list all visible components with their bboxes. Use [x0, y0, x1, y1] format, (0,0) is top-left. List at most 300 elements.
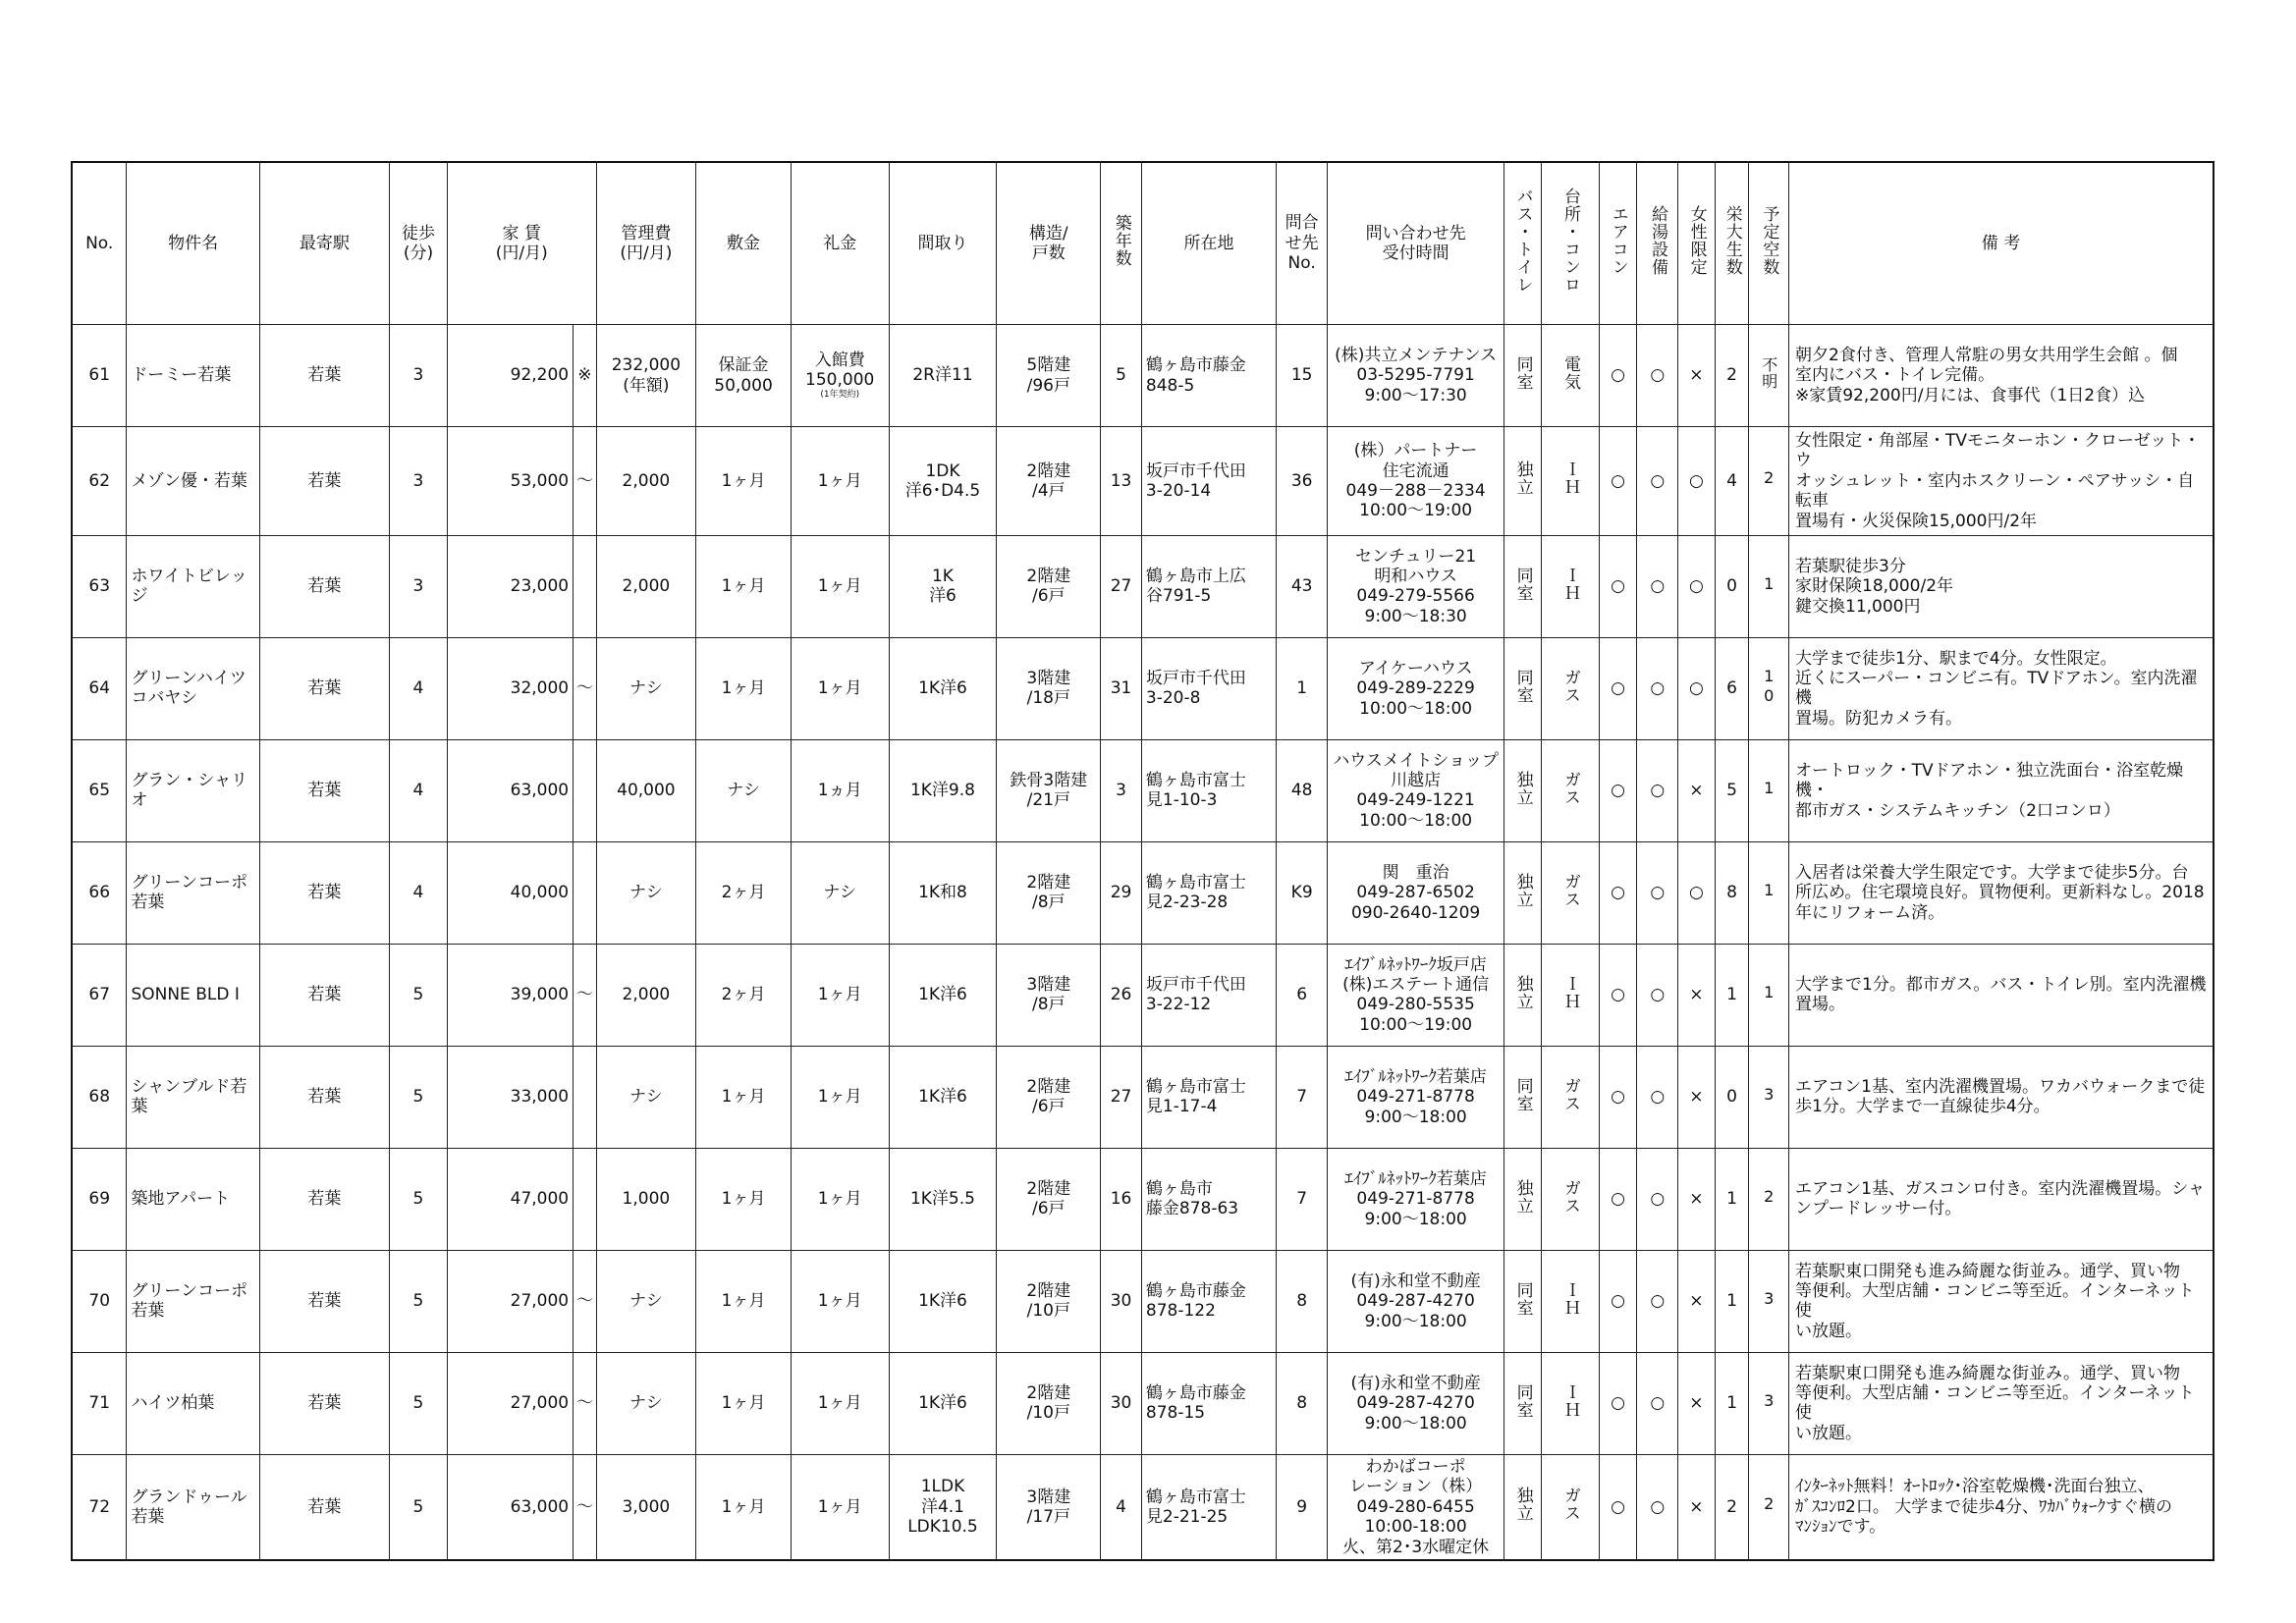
cell-fee: [596, 944, 696, 1046]
header-deposit: 敷金: [696, 162, 792, 325]
layout-line: LDK10.5: [907, 1517, 978, 1538]
cell-vacancy: [1749, 841, 1789, 944]
cell-station: 若葉: [259, 739, 389, 841]
structure-line: 5階建: [1026, 355, 1071, 376]
contact-line: 049-249-1221: [1356, 790, 1475, 811]
header-contact-no-3: No.: [1287, 253, 1316, 274]
deposit-line: 1ヶ月: [721, 1496, 766, 1517]
cell-women: ○: [1678, 637, 1716, 739]
cell-hotwater: ○: [1637, 1352, 1678, 1454]
kitchen-text: ＩＨ: [1559, 566, 1580, 602]
cell-deposit: [696, 739, 792, 841]
structure-line: /6戸: [1032, 1199, 1066, 1219]
cell-key-money: [791, 1454, 889, 1559]
cell-aircon: ○: [1599, 944, 1637, 1046]
cell-students: 1: [1715, 1148, 1749, 1250]
table-body: [72, 325, 2214, 1560]
structure-line: /6戸: [1032, 1097, 1066, 1117]
cell-key-money: [791, 739, 889, 841]
fee-line: 232,000: [611, 355, 682, 376]
cell-address: [1141, 427, 1276, 536]
cell-contact-no: 36: [1277, 427, 1328, 536]
contact-line: (株）パートナー: [1353, 441, 1478, 461]
cell-vacancy: [1749, 535, 1789, 637]
contact-line: 10:00～18:00: [1359, 698, 1473, 719]
cell-deposit: [696, 1046, 792, 1148]
cell-contact: [1328, 637, 1504, 739]
cell-rent-mark: ※: [574, 325, 596, 427]
cell-hotwater: ○: [1637, 1454, 1678, 1559]
header-structure-2: 戸数: [1031, 243, 1066, 263]
layout-line: 洋4.1: [920, 1496, 964, 1517]
cell-contact-no: 43: [1277, 535, 1328, 637]
cell-name: ハイツ柏葉: [127, 1352, 259, 1454]
cell-aircon: ○: [1599, 325, 1637, 427]
cell-bath: [1504, 637, 1542, 739]
cell-walk: 5: [389, 1454, 447, 1559]
cell-bath: [1504, 1148, 1542, 1250]
cell-fee: [596, 1352, 696, 1454]
cell-deposit: [696, 535, 792, 637]
cell-fee: [596, 1454, 696, 1559]
cell-age: 16: [1101, 1148, 1142, 1250]
cell-address: [1141, 637, 1276, 739]
address-line: 848-5: [1145, 375, 1195, 396]
remarks-line: 等便利。大型店舗・コンビニ等至近。インターネット使: [1795, 1383, 2195, 1424]
cell-rent-mark: ～: [574, 1454, 596, 1559]
fee-line: ナシ: [629, 1291, 663, 1312]
deposit-line: 2ヶ月: [721, 985, 766, 1005]
cell-fee: [596, 1046, 696, 1148]
cell-structure: [997, 841, 1101, 944]
contact-line: 049-271-8778: [1356, 1087, 1475, 1108]
kitchen-text: ガス: [1559, 1487, 1580, 1523]
cell-key-money: [791, 944, 889, 1046]
kitchen-text: 電気: [1559, 354, 1580, 391]
remarks-line: 朝夕2食付き、管理人常駐の男女共用学生会館 。個: [1795, 345, 2178, 365]
header-hotwater-text: 給湯設備: [1647, 205, 1667, 277]
cell-age: 3: [1101, 739, 1142, 841]
header-age-text: 築年数: [1111, 214, 1131, 268]
cell-layout: [889, 535, 997, 637]
remarks-line: ｶﾞｽｺﾝﾛ2口。 大学まで徒歩4分、ﾜｶﾊﾞｳｫｰｸすぐ横の: [1795, 1496, 2173, 1517]
structure-line: 3階建: [1026, 1487, 1071, 1507]
cell-walk: 5: [389, 1250, 447, 1352]
contact-line: ｴｲﾌﾞﾙﾈｯﾄﾜｰｸ若葉店: [1344, 1066, 1487, 1087]
cell-rent: 63,000: [447, 1454, 573, 1559]
deposit-line: 1ヶ月: [721, 678, 766, 699]
address-line: 鶴ヶ島市: [1145, 1179, 1213, 1200]
cell-bath: [1504, 535, 1542, 637]
contact-line: 049-287-4270: [1356, 1291, 1475, 1312]
cell-station: 若葉: [259, 1352, 389, 1454]
cell-kitchen: [1541, 325, 1599, 427]
remarks-line: 入居者は栄養大学生限定です。大学まで徒歩5分。台: [1795, 862, 2189, 883]
contact-line: (有)永和堂不動産: [1350, 1373, 1481, 1393]
cell-walk: 3: [389, 325, 447, 427]
cell-vacancy: [1749, 739, 1789, 841]
layout-line: 洋6･D4.5: [904, 480, 981, 501]
cell-aircon: ○: [1599, 739, 1637, 841]
address-line: 鶴ヶ島市藤金: [1145, 355, 1246, 376]
layout-line: 1K洋6: [918, 1087, 967, 1108]
cell-aircon: ○: [1599, 1454, 1637, 1559]
cell-address: [1141, 1250, 1276, 1352]
layout-line: 洋6: [929, 586, 957, 607]
cell-aircon: ○: [1599, 427, 1637, 536]
cell-contact: [1328, 1046, 1504, 1148]
cell-students: 8: [1715, 841, 1749, 944]
cell-address: [1141, 325, 1276, 427]
cell-contact-no: 15: [1277, 325, 1328, 427]
vacancy-text: 10: [1759, 666, 1778, 706]
header-structure: [997, 162, 1101, 325]
fee-line: 3,000: [622, 1496, 671, 1517]
header-address: 所在地: [1141, 162, 1276, 325]
cell-aircon: ○: [1599, 535, 1637, 637]
contact-line: 049-271-8778: [1356, 1189, 1475, 1210]
header-women-text: 女性限定: [1686, 205, 1707, 277]
structure-line: 2階建: [1026, 1281, 1071, 1302]
cell-layout: [889, 1148, 997, 1250]
remarks-line: 家財保険18,000/2年: [1795, 576, 1954, 597]
cell-age: 26: [1101, 944, 1142, 1046]
deposit-line: 1ヶ月: [721, 1393, 766, 1414]
address-line: 谷791-5: [1145, 586, 1212, 607]
remarks-line: 鍵交換11,000円: [1795, 596, 1921, 617]
key_money-line: 入館費: [814, 350, 865, 370]
contact-line: 10:00～18:00: [1359, 810, 1473, 831]
cell-address: [1141, 1046, 1276, 1148]
cell-women: ×: [1678, 1454, 1716, 1559]
layout-line: 1K: [931, 567, 954, 587]
table-row: [72, 1250, 2214, 1352]
structure-line: 2階建: [1026, 567, 1071, 587]
header-walk-2: (分): [403, 243, 434, 263]
cell-station: 若葉: [259, 1148, 389, 1250]
contact-line: 9:00～18:00: [1364, 1413, 1467, 1434]
cell-bath: [1504, 739, 1542, 841]
header-age: [1101, 162, 1142, 325]
cell-rent-mark: ～: [574, 427, 596, 536]
contact-line: 049-287-4270: [1356, 1393, 1475, 1414]
table-row: [72, 841, 2214, 944]
cell-name: SONNE BLD I: [127, 944, 259, 1046]
remarks-line: い放題。: [1795, 1423, 1862, 1443]
cell-kitchen: [1541, 637, 1599, 739]
cell-aircon: ○: [1599, 1250, 1637, 1352]
vacancy-text: 1: [1759, 778, 1778, 798]
deposit-line: 2ヶ月: [721, 883, 766, 903]
contact-line: (株)共立メンテナンス: [1335, 345, 1498, 365]
address-line: 鶴ヶ島市富士: [1145, 873, 1246, 893]
cell-deposit: [696, 1250, 792, 1352]
contact-line: 049－288－2334: [1345, 480, 1486, 501]
header-fee-2: (円/月): [620, 243, 673, 263]
remarks-line: ｲﾝﾀｰﾈｯﾄ無料！ｵｰﾄﾛｯｸ･浴室乾燥機･洗面台独立、: [1795, 1477, 2155, 1497]
cell-no: 67: [72, 944, 127, 1046]
cell-hotwater: ○: [1637, 1250, 1678, 1352]
cell-vacancy: [1749, 1046, 1789, 1148]
cell-remarks: [1789, 1250, 2214, 1352]
cell-structure: [997, 427, 1101, 536]
cell-bath: [1504, 1250, 1542, 1352]
cell-key-money: [791, 1046, 889, 1148]
contact-line: 火、第2･3水曜定休: [1342, 1537, 1490, 1557]
cell-age: 27: [1101, 1046, 1142, 1148]
cell-key-money: [791, 535, 889, 637]
address-line: 878-15: [1145, 1403, 1206, 1424]
contact-line: センチュリー21: [1355, 546, 1477, 567]
cell-hotwater: ○: [1637, 944, 1678, 1046]
cell-bath: [1504, 1352, 1542, 1454]
cell-structure: [997, 1250, 1101, 1352]
cell-key-money: [791, 841, 889, 944]
cell-structure: [997, 1148, 1101, 1250]
cell-rent: 39,000: [447, 944, 573, 1046]
cell-rent: 40,000: [447, 841, 573, 944]
cell-contact-no: 7: [1277, 1148, 1328, 1250]
cell-hotwater: ○: [1637, 427, 1678, 536]
cell-address: [1141, 1454, 1276, 1559]
contact-line: (有)永和堂不動産: [1350, 1271, 1481, 1291]
structure-line: /10戸: [1026, 1403, 1070, 1424]
cell-layout: [889, 427, 997, 536]
property-table: [71, 161, 2214, 1561]
contact-line: 9:00～18:00: [1364, 1311, 1467, 1331]
table-row: [72, 637, 2214, 739]
cell-fee: [596, 325, 696, 427]
structure-line: /18戸: [1026, 688, 1070, 709]
header-layout: 間取り: [889, 162, 997, 325]
cell-women: ○: [1678, 535, 1716, 637]
cell-kitchen: [1541, 1352, 1599, 1454]
cell-women: ×: [1678, 1250, 1716, 1352]
cell-remarks: [1789, 637, 2214, 739]
header-row: [72, 162, 2214, 325]
address-line: 3-20-14: [1145, 480, 1212, 501]
cell-rent: 47,000: [447, 1148, 573, 1250]
header-women: [1678, 162, 1716, 325]
cell-women: ○: [1678, 841, 1716, 944]
bath-text: 独立: [1512, 1178, 1533, 1215]
cell-kitchen: [1541, 739, 1599, 841]
kitchen-text: ＩＨ: [1559, 1382, 1580, 1419]
layout-line: 1LDK: [920, 1477, 965, 1497]
header-contact-no-2: せ先: [1285, 233, 1319, 253]
key_money-line: 1ヶ月: [817, 678, 862, 699]
cell-students: 5: [1715, 739, 1749, 841]
cell-hotwater: ○: [1637, 1046, 1678, 1148]
cell-contact: [1328, 325, 1504, 427]
cell-rent-mark: [574, 739, 596, 841]
header-hotwater: [1637, 162, 1678, 325]
cell-vacancy: [1749, 637, 1789, 739]
kitchen-text: ガス: [1559, 1178, 1580, 1215]
bath-text: 同室: [1512, 1076, 1533, 1112]
cell-key-money: [791, 637, 889, 739]
cell-key-money: [791, 1250, 889, 1352]
cell-deposit: [696, 427, 792, 536]
contact-line: (株)エステート通信: [1342, 975, 1490, 996]
header-vacancy: [1749, 162, 1789, 325]
layout-line: 1K洋5.5: [909, 1189, 975, 1210]
cell-vacancy: [1749, 427, 1789, 536]
remarks-line: 置場。: [1795, 995, 1845, 1015]
vacancy-text: 2: [1759, 1494, 1778, 1515]
cell-layout: [889, 1352, 997, 1454]
cell-age: 5: [1101, 325, 1142, 427]
cell-walk: 5: [389, 1046, 447, 1148]
cell-women: ×: [1678, 1148, 1716, 1250]
table-row: [72, 944, 2214, 1046]
remarks-line: エアコン1基、室内洗濯機置場。ワカバウォークまで徒: [1795, 1077, 2206, 1098]
fee-line: ナシ: [629, 678, 663, 699]
bath-text: 同室: [1512, 1280, 1533, 1317]
structure-line: /6戸: [1032, 586, 1066, 607]
cell-vacancy: [1749, 325, 1789, 427]
cell-aircon: ○: [1599, 841, 1637, 944]
address-line: 鶴ヶ島市上広: [1145, 567, 1246, 587]
cell-structure: [997, 637, 1101, 739]
cell-bath: [1504, 841, 1542, 944]
structure-line: 3階建: [1026, 975, 1071, 996]
cell-structure: [997, 739, 1101, 841]
kitchen-text: ＩＨ: [1559, 974, 1580, 1010]
cell-address: [1141, 535, 1276, 637]
header-no: No.: [72, 162, 127, 325]
layout-line: 1K和8: [918, 883, 967, 903]
table-row: [72, 1352, 2214, 1454]
cell-layout: [889, 1046, 997, 1148]
cell-age: 29: [1101, 841, 1142, 944]
address-line: 878-122: [1145, 1301, 1216, 1322]
cell-walk: 5: [389, 944, 447, 1046]
header-structure-1: 構造/: [1028, 223, 1068, 243]
cell-bath: [1504, 325, 1542, 427]
key_money-line: 1ヶ月: [817, 1087, 862, 1108]
bath-text: 独立: [1512, 872, 1533, 908]
cell-no: 71: [72, 1352, 127, 1454]
cell-no: 70: [72, 1250, 127, 1352]
remarks-line: 置場。防犯カメラ有。: [1795, 708, 1962, 729]
fee-line: (年額): [623, 375, 670, 396]
cell-bath: [1504, 427, 1542, 536]
cell-contact: [1328, 1250, 1504, 1352]
cell-women: ○: [1678, 427, 1716, 536]
cell-address: [1141, 944, 1276, 1046]
cell-station: 若葉: [259, 1046, 389, 1148]
cell-name: グランドゥール若葉: [127, 1454, 259, 1559]
header-rent-2: (円/月): [495, 243, 548, 263]
table-row: [72, 325, 2214, 427]
cell-walk: 4: [389, 841, 447, 944]
contact-line: 10:00～19:00: [1359, 1014, 1473, 1035]
cell-hotwater: ○: [1637, 637, 1678, 739]
remarks-line: 等便利。大型店舗・コンビニ等至近。インターネット使: [1795, 1281, 2195, 1322]
cell-fee: [596, 1148, 696, 1250]
key_money-line: 1ヶ月: [817, 1189, 862, 1210]
structure-line: 鉄骨3階建: [1010, 771, 1088, 791]
cell-women: ×: [1678, 739, 1716, 841]
cell-contact-no: 1: [1277, 637, 1328, 739]
header-aircon: [1599, 162, 1637, 325]
cell-bath: [1504, 1454, 1542, 1559]
cell-contact: [1328, 1454, 1504, 1559]
cell-structure: [997, 1046, 1101, 1148]
cell-students: 1: [1715, 1352, 1749, 1454]
cell-students: 2: [1715, 325, 1749, 427]
contact-line: 9:00～18:00: [1364, 1107, 1467, 1127]
cell-contact-no: 48: [1277, 739, 1328, 841]
cell-bath: [1504, 944, 1542, 1046]
cell-station: 若葉: [259, 427, 389, 536]
header-name: 物件名: [127, 162, 259, 325]
key_money-line: 1ヵ月: [817, 781, 862, 801]
cell-contact: [1328, 1148, 1504, 1250]
remarks-line: ンプードレッサー付。: [1795, 1199, 1962, 1219]
cell-remarks: [1789, 1148, 2214, 1250]
cell-station: 若葉: [259, 1454, 389, 1559]
cell-vacancy: [1749, 944, 1789, 1046]
structure-line: /17戸: [1026, 1506, 1070, 1527]
vacancy-text: 不明: [1759, 355, 1778, 390]
cell-name: グリーンハイツコバヤシ: [127, 637, 259, 739]
cell-hotwater: ○: [1637, 535, 1678, 637]
deposit-line: ナシ: [727, 781, 760, 801]
remarks-line: 置場有・火災保険15,000円/2年: [1795, 511, 2038, 531]
contact-line: ｴｲﾌﾞﾙﾈｯﾄﾜｰｸ坂戸店: [1344, 954, 1487, 975]
cell-bath: [1504, 1046, 1542, 1148]
deposit-line: 1ヶ月: [721, 1087, 766, 1108]
cell-rent-mark: [574, 841, 596, 944]
cell-remarks: [1789, 535, 2214, 637]
contact-line: ｴｲﾌﾞﾙﾈｯﾄﾜｰｸ若葉店: [1344, 1168, 1487, 1189]
remarks-line: 歩1分。大学まで一直線徒歩4分。: [1795, 1097, 2050, 1117]
contact-line: わかばコーポ: [1365, 1456, 1466, 1477]
remarks-line: 大学まで1分。都市ガス。バス・トイレ別。室内洗濯機: [1795, 975, 2207, 996]
cell-rent-mark: [574, 1046, 596, 1148]
fee-line: ナシ: [629, 883, 663, 903]
cell-rent: 33,000: [447, 1046, 573, 1148]
header-contact-no-1: 問合: [1285, 213, 1319, 234]
structure-line: 2階建: [1026, 873, 1071, 893]
cell-kitchen: [1541, 1046, 1599, 1148]
cell-contact: [1328, 739, 1504, 841]
cell-walk: 4: [389, 637, 447, 739]
contact-line: 9:00～18:00: [1364, 1209, 1467, 1229]
structure-line: 2階建: [1026, 1077, 1071, 1098]
cell-contact-no: 8: [1277, 1250, 1328, 1352]
cell-deposit: [696, 1352, 792, 1454]
cell-layout: [889, 1250, 997, 1352]
cell-rent: 63,000: [447, 739, 573, 841]
cell-rent-mark: ～: [574, 944, 596, 1046]
contact-line: 川越店: [1391, 771, 1442, 791]
cell-layout: [889, 637, 997, 739]
contact-line: 049-287-6502: [1356, 883, 1475, 903]
header-vacancy-text: 予定空数: [1759, 205, 1779, 277]
header-students-text: 栄大生数: [1722, 205, 1742, 277]
fee-line: 2,000: [622, 576, 671, 597]
contact-line: アイケーハウス: [1358, 658, 1473, 678]
cell-fee: [596, 637, 696, 739]
cell-walk: 3: [389, 427, 447, 536]
remarks-line: 近くにスーパー・コンビニ有。TVドアホン。室内洗濯機: [1795, 669, 2198, 709]
cell-vacancy: [1749, 1352, 1789, 1454]
structure-line: 2階建: [1026, 460, 1071, 481]
fee-line: ナシ: [629, 1393, 663, 1414]
